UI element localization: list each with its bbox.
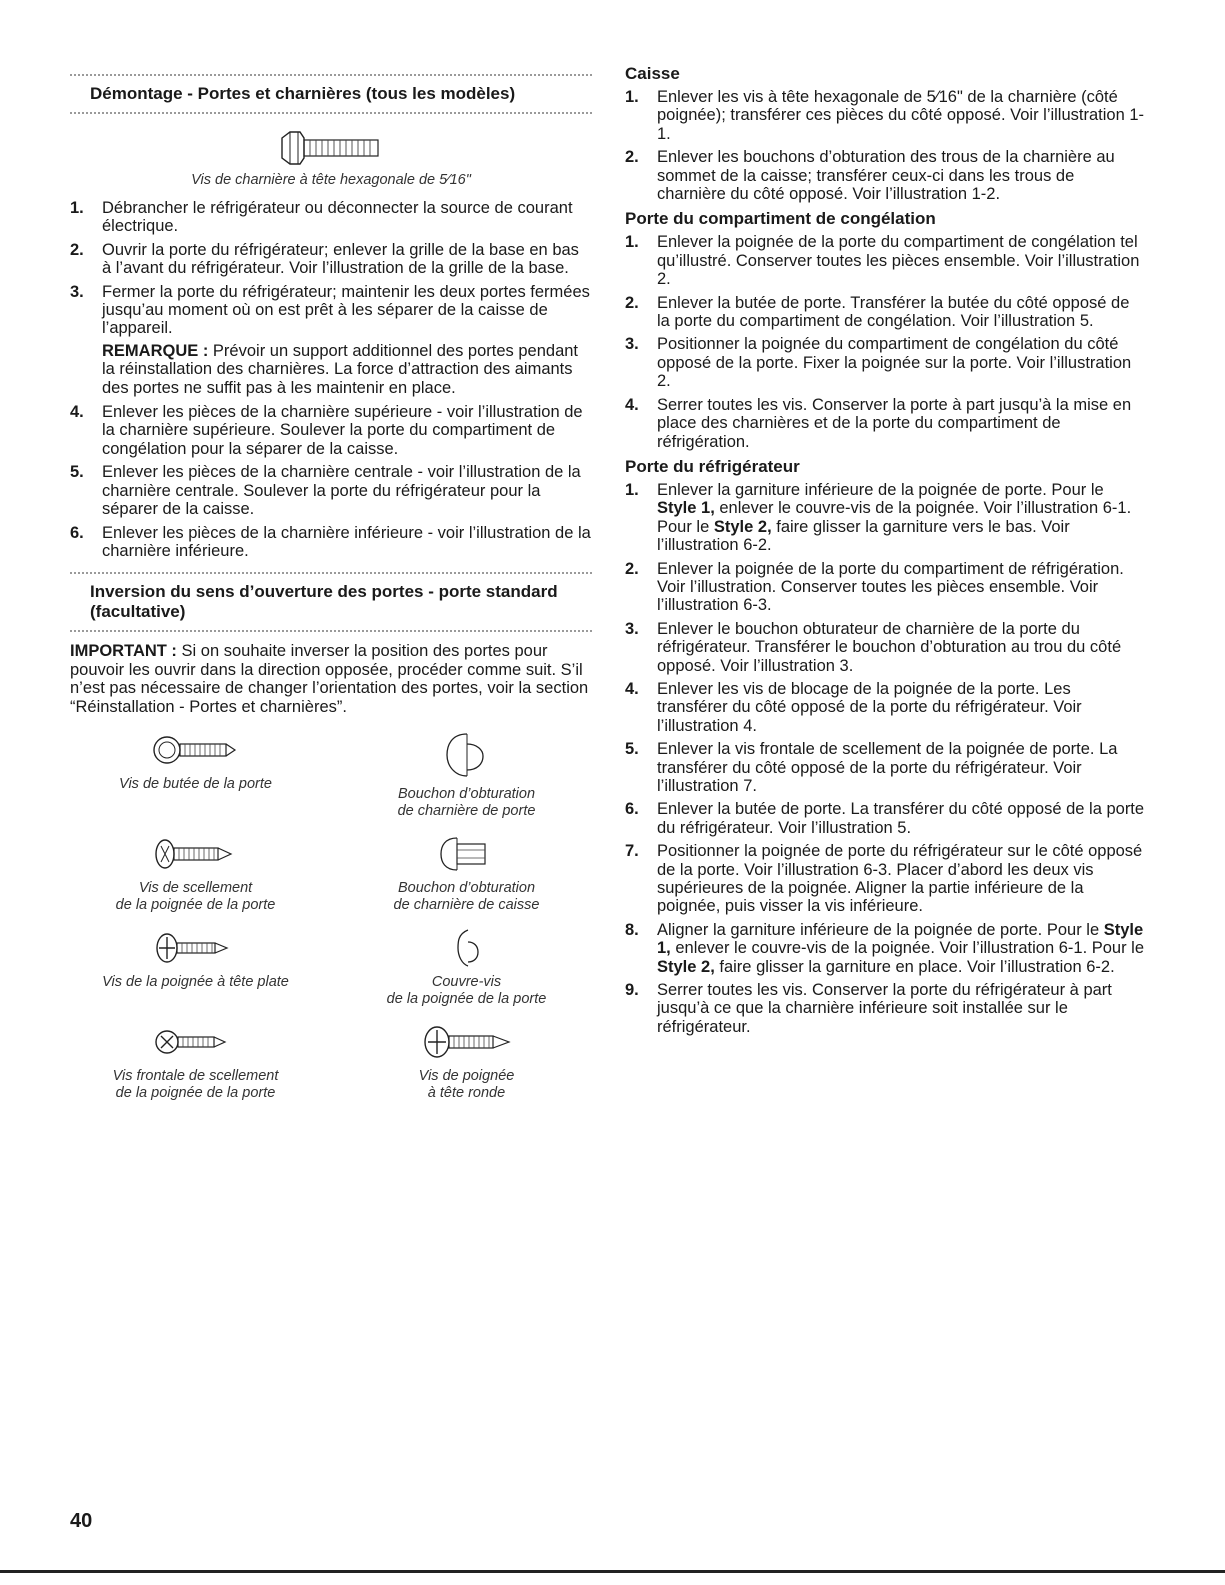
list-item: 1. Enlever la poignée de la porte du compartiment de congélation tel qu’illustré. Conserver toutes les pièces ensemble. Voir l’illustration 2. (625, 233, 1140, 289)
list-item: 2. Ouvrir la porte du réfrigérateur; enlever la grille de la base en bas à l’avant du réfrigérateur. Voir l’illustration de la grille de la base. (70, 240, 579, 278)
important-note: IMPORTANT : Si on souhaite inverser la position des portes pour pouvoir les ouvrir dans la direction opposée, procéder comme suit. S’il n’est pas nécessaire de changer l’orientation des portes, voir la section “Réinstallation - Portes et charnières”. (70, 642, 589, 716)
flat-head-screw-icon (151, 928, 241, 968)
list-item: 5. Enlever les pièces de la charnière centrale - voir l’illustration de la charnière centrale. Soulever la porte du réfrigérateur pour la séparer de la caisse. (70, 463, 581, 519)
list-item: 4. Enlever les pièces de la charnière supérieure - voir l’illustration de la charnière supérieure. Soulever la porte du compartiment de congélation pour la séparer de la caisse. (70, 403, 583, 458)
list-item: 6. Enlever la butée de porte. La transférer du côté opposé de la porte du réfrigérateur. Voir l’illustration 5. (625, 800, 1145, 837)
hinge-screw-caption: Vis de charnière à tête hexagonale de 5⁄16" (191, 172, 471, 188)
removal-steps (70, 199, 592, 560)
remark-note: REMARQUE : Prévoir un support additionnel des portes pendant la réinstallation des charnières. La force d’attraction des aimants des portes ne suffit pas à les maintenir en place. (102, 341, 579, 397)
case-hinge-plug-icon (427, 834, 507, 874)
list-item: 1. Enlever la garniture inférieure de la poignée de porte. Pour le Style 1, enlever le couvre-vis de la poignée. Voir l’illustration 6-1. Pour le Style 2, faire glisser la garniture vers le bas. Voir l’illustration 6-2. (625, 480, 1132, 555)
list-item: 4. Enlever les vis de blocage de la poignée de la porte. Les transférer du côté opposé de la porte du réfrigérateur. Voir l’illustration 4. (625, 679, 1082, 735)
list-item: 3. Fermer la porte du réfrigérateur; maintenir les deux portes fermées jusqu’au moment où on est prêt à les séparer de la caisse de l’appareil. REMARQUE : Prévoir un support additionnel des portes pendant la réinstallation des charnières. La force d’attraction des aimants des portes ne suffit pas à les maintenir en place. (70, 283, 592, 397)
bottom-rule (0, 1570, 1225, 1573)
list-item: 8. Aligner la garniture inférieure de la poignée de porte. Pour le Style 1, enlever le couvre-vis de la poignée. Voir l’illustration 6-1. Pour le Style 2, faire glisser la garniture en place. Voir l’illustration 6-2. (625, 920, 1145, 976)
seal-screw-icon (151, 834, 241, 874)
list-item: 5. Enlever la vis frontale de scellement de la poignée de porte. La transférer du côté opposé de la porte du réfrigérateur. Voir l’illustration 7. (625, 740, 1118, 795)
parts-grid (70, 730, 592, 1102)
list-item: 6. Enlever les pièces de la charnière inférieure - voir l’illustration de la charnière inférieure. (70, 523, 591, 560)
fridge-steps (625, 481, 1145, 1036)
list-item: 1. Enlever les vis à tête hexagonale de 5⁄16" de la charnière (côté poignée); transférer ces pièces du côté opposé. Voir l’illustration 1-1. (625, 88, 1145, 143)
door-stop-screw-icon (151, 730, 241, 770)
part-door-stop-screw: Vis de butée de la porte (70, 730, 321, 820)
door-hinge-plug-icon (437, 730, 497, 780)
heading-freezer-door: Porte du compartiment de congélation (625, 209, 936, 229)
front-seal-screw-icon (151, 1022, 241, 1062)
list-item: 3. Enlever le bouchon obturateur de charnière de la porte du réfrigérateur. Transférer le bouchon d’obturation au trou du côté opposé. Voir l’illustration 3. (625, 619, 1122, 675)
part-screw-cover: Couvre-vis de la poignée de la porte (341, 928, 592, 1008)
list-item: 9. Serrer toutes les vis. Conserver la porte du réfrigérateur à part jusqu’à ce que la charnière inférieure soit installée sur le réfrigérateur. (625, 981, 1112, 1036)
hinge-screw-figure (70, 130, 592, 189)
list-item: 1. Débrancher le réfrigérateur ou déconnecter la source de courant électrique. (70, 199, 573, 236)
caisse-steps (625, 88, 1145, 203)
round-head-screw-icon (417, 1022, 517, 1062)
left-column (70, 60, 592, 1102)
section-title-removal: Démontage - Portes et charnières (tous les modèles) (70, 74, 592, 114)
right-column (625, 60, 1145, 1041)
section-title-reversal: Inversion du sens d’ouverture des portes - porte standard (facultative) (70, 572, 592, 632)
page-number: 40 (70, 1510, 93, 1532)
list-item: 4. Serrer toutes les vis. Conserver la porte à part jusqu’à la mise en place des charnières et de la porte du compartiment de réfrigération. (625, 395, 1132, 451)
part-door-hinge-plug: Bouchon d’obturation de charnière de porte (341, 730, 592, 820)
part-case-hinge-plug: Bouchon d’obturation de charnière de caisse (341, 834, 592, 914)
part-seal-screw: Vis de scellement de la poignée de la porte (70, 834, 321, 914)
list-item: 7. Positionner la poignée de porte du réfrigérateur sur le côté opposé de la porte. Voir l’illustration 6-3. Placer d’abord les deux vis supérieures de la poignée. Aligner la partie inférieure de la poignée, puis visser la vis inférieure. (625, 842, 1143, 916)
list-item: 2. Enlever la poignée de la porte du compartiment de réfrigération. Voir l’illustration. Conserver toutes les pièces ensemble. Voir l’illustration 6-3. (625, 559, 1124, 615)
part-front-seal-screw: Vis frontale de scellement de la poignée de la porte (70, 1022, 321, 1102)
hex-hinge-screw-icon (276, 130, 386, 166)
screw-cover-icon (442, 928, 492, 968)
list-item: 2. Enlever la butée de porte. Transférer la butée du côté opposé de la porte du compartiment de congélation. Voir l’illustration 5. (625, 293, 1130, 331)
list-item: 3. Positionner la poignée du compartiment de congélation du côté opposé de la porte. Fixer la poignée sur la porte. Voir l’illustration 2. (625, 335, 1132, 391)
heading-fridge-door: Porte du réfrigérateur (625, 456, 800, 476)
heading-caisse: Caisse (625, 64, 680, 83)
part-round-head-screw: Vis de poignée à tête ronde (341, 1022, 592, 1102)
list-item: 2. Enlever les bouchons d’obturation des trous de la charnière au sommet de la caisse; transférer ceux-ci dans les trous de charnière du côté opposé. Voir l’illustration 1-2. (625, 148, 1115, 204)
freezer-steps (625, 233, 1145, 450)
part-flat-head-screw: Vis de la poignée à tête plate (70, 928, 321, 1008)
